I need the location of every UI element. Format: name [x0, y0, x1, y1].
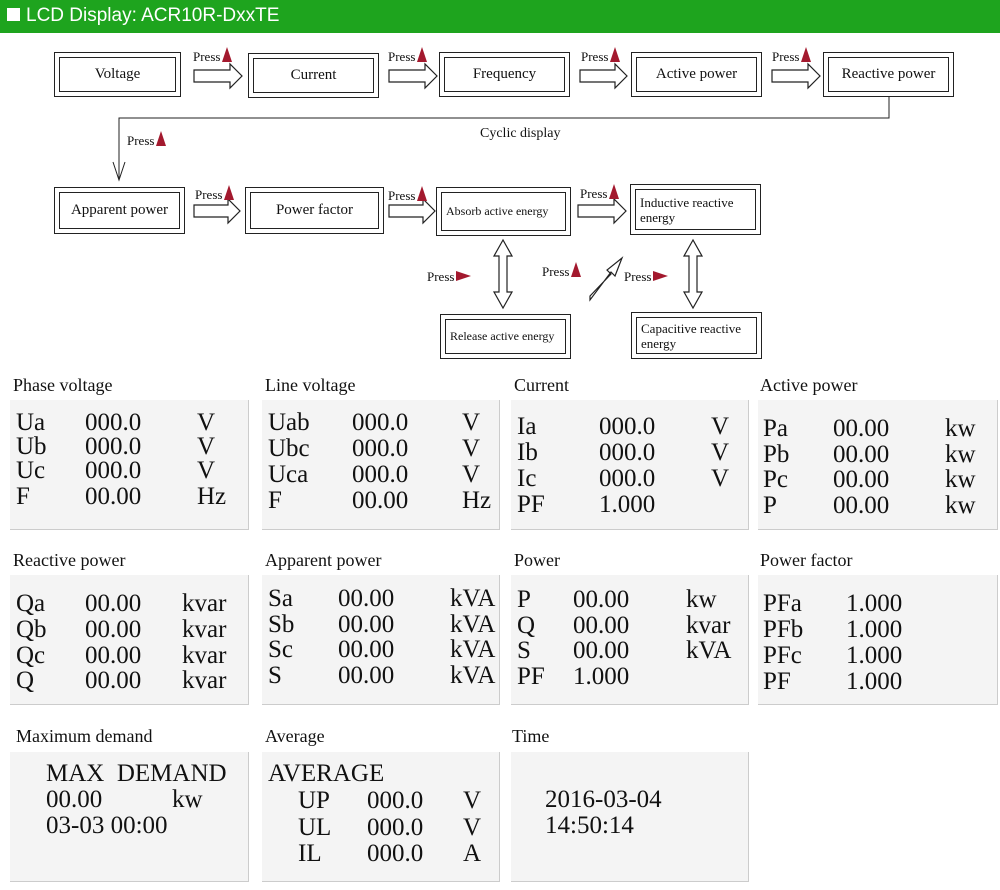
panel-title-line-voltage: Line voltage	[265, 375, 356, 395]
row-unit: V	[463, 814, 482, 841]
lcd-current	[511, 400, 749, 530]
arrow-voltage-current	[194, 64, 242, 88]
lcd-row	[262, 761, 499, 787]
row-label: Ic	[517, 465, 537, 492]
row-value: 00.00	[833, 492, 890, 519]
row-unit: kvar	[182, 642, 227, 669]
row-value: 00.00	[338, 662, 395, 689]
lcd-row	[511, 466, 748, 492]
lcd-row	[511, 638, 748, 664]
press-text: Press	[624, 269, 652, 284]
lcd-row	[10, 787, 248, 813]
panel-title-time: Time	[512, 726, 550, 746]
lcd-row	[262, 436, 499, 462]
row-unit: kw	[945, 492, 976, 519]
press-label	[388, 186, 427, 203]
max-demand-datetime: 03-03 00:00	[46, 812, 168, 839]
lcd-time	[511, 752, 749, 882]
row-unit: V	[463, 787, 482, 814]
press-label	[581, 47, 620, 64]
press-text: Press	[195, 187, 223, 202]
row-unit: kvar	[686, 612, 731, 639]
press-text: Press	[427, 269, 455, 284]
row-value: 00.00	[573, 637, 630, 664]
row-label: Sc	[268, 636, 293, 663]
row-label: Q	[517, 612, 536, 639]
panel-title-power-factor: Power factor	[760, 550, 853, 570]
lcd-row	[262, 410, 499, 436]
lcd-row	[262, 637, 499, 663]
row-value: 000.0	[367, 840, 424, 867]
row-label: Ubc	[268, 435, 310, 462]
panel-title-reactive-power: Reactive power	[13, 550, 126, 570]
flow-node-absorb-active-energy	[436, 187, 571, 236]
row-unit: kvar	[182, 667, 227, 694]
row-label: PF	[517, 491, 545, 518]
row-value: 00.00	[85, 616, 142, 643]
press-text: Press	[193, 49, 221, 64]
lcd-row	[511, 414, 748, 440]
panel-title-phase-voltage: Phase voltage	[13, 375, 113, 395]
row-value: 000.0	[352, 435, 409, 462]
press-up-icon	[417, 47, 427, 62]
lcd-power	[511, 575, 749, 705]
row-label: F	[16, 483, 30, 510]
lcd-row	[758, 493, 997, 519]
row-value: 1.000	[846, 616, 903, 643]
row-label: Ub	[16, 433, 47, 460]
row-label: Ia	[517, 413, 537, 440]
row-value: 000.0	[367, 787, 424, 814]
time-clock: 14:50:14	[545, 812, 634, 839]
row-value: 00.00	[338, 636, 395, 663]
row-label: Uc	[16, 457, 46, 484]
row-label: S	[268, 662, 282, 689]
lcd-row	[262, 586, 499, 612]
row-value: 1.000	[573, 663, 630, 690]
time-date: 2016-03-04	[545, 786, 662, 813]
row-value: 000.0	[85, 433, 142, 460]
panel-title-average: Average	[265, 726, 325, 746]
row-unit: V	[711, 413, 730, 440]
lcd-row	[758, 416, 997, 442]
panel-title-active-power: Active power	[760, 375, 858, 395]
flow-node-reactive-power-label: Reactive power	[828, 57, 949, 92]
press-up-icon	[609, 184, 619, 199]
flow-node-power-factor-label: Power factor	[250, 192, 379, 229]
row-value: 00.00	[833, 415, 890, 442]
press-up-icon	[156, 131, 166, 146]
lcd-row	[262, 612, 499, 638]
row-label: Uca	[268, 461, 309, 488]
lcd-row	[758, 617, 997, 643]
press-up-icon	[222, 47, 232, 62]
row-label: Ib	[517, 439, 538, 466]
flow-node-release-active-energy-label: Release active energy	[445, 319, 566, 354]
row-label: PF	[763, 668, 791, 695]
lcd-active-power	[758, 400, 998, 530]
press-label	[193, 47, 232, 64]
row-value: 00.00	[85, 590, 142, 617]
row-label: Sb	[268, 611, 295, 638]
flow-node-inductive-reactive-energy-label: Inductive reactive energy	[635, 189, 756, 230]
arrow-inductive-capacitive	[684, 240, 702, 308]
lcd-row	[10, 484, 248, 510]
row-unit: V	[462, 435, 481, 462]
press-up-icon	[224, 185, 234, 200]
lcd-row	[10, 668, 248, 694]
press-label	[772, 47, 811, 64]
row-value: 1.000	[599, 491, 656, 518]
row-unit: V	[462, 461, 481, 488]
arrow-frequency-active	[580, 64, 627, 88]
press-label	[388, 47, 427, 64]
flow-node-active-power-label: Active power	[636, 57, 757, 92]
lcd-row	[262, 815, 499, 841]
row-value: 00.00	[833, 441, 890, 468]
press-label	[542, 262, 581, 279]
row-unit: V	[197, 409, 216, 436]
lcd-row	[511, 440, 748, 466]
row-unit: kvar	[182, 590, 227, 617]
lcd-apparent-power	[262, 575, 500, 705]
flow-node-reactive-power	[823, 52, 954, 97]
row-unit: kw	[945, 415, 976, 442]
max-demand-heading: MAX DEMAND	[46, 760, 227, 787]
lcd-reactive-power	[10, 575, 249, 705]
header-title: LCD Display: ACR10R-DxxTE	[26, 5, 280, 26]
row-value: 000.0	[85, 409, 142, 436]
lcd-row	[511, 492, 748, 518]
lcd-row	[511, 787, 748, 813]
row-value: 000.0	[599, 413, 656, 440]
row-label: Pa	[763, 415, 788, 442]
lcd-row	[10, 813, 248, 839]
row-value: 00.00	[833, 466, 890, 493]
arrow-absorb-release	[494, 240, 512, 308]
panel-title-current: Current	[514, 375, 569, 395]
row-unit: V	[462, 409, 481, 436]
lcd-row	[758, 442, 997, 468]
arrow-current-frequency	[389, 64, 437, 88]
panel-title-apparent-power: Apparent power	[265, 550, 382, 570]
row-label: P	[763, 492, 777, 519]
lcd-row	[10, 591, 248, 617]
lcd-row	[758, 467, 997, 493]
row-value: 000.0	[599, 439, 656, 466]
row-unit: Hz	[197, 483, 227, 510]
press-up-icon	[417, 186, 427, 201]
press-label	[195, 185, 234, 202]
row-unit: A	[463, 840, 482, 867]
row-unit: kVA	[450, 662, 496, 689]
flow-node-release-active-energy	[440, 314, 571, 359]
row-label: Pb	[763, 441, 790, 468]
row-value: 000.0	[352, 409, 409, 436]
flow-node-apparent-power-label: Apparent power	[59, 192, 180, 229]
row-label: F	[268, 487, 282, 514]
panel-title-maximum-demand: Maximum demand	[16, 726, 153, 746]
row-value: 00.00	[338, 611, 395, 638]
flow-node-frequency	[439, 52, 570, 97]
flow-node-power-factor	[245, 187, 384, 234]
lcd-row	[262, 462, 499, 488]
row-unit: kvar	[182, 616, 227, 643]
row-label: Qc	[16, 642, 46, 669]
lcd-row	[10, 458, 248, 484]
row-label: PF	[517, 663, 545, 690]
row-unit: kw	[686, 586, 717, 613]
lcd-row	[758, 591, 997, 617]
max-demand-value: 00.00	[46, 786, 103, 813]
row-label: P	[517, 586, 531, 613]
flow-node-current-label: Current	[253, 58, 374, 93]
row-label: IL	[298, 840, 322, 867]
arrow-apparent-pf	[194, 199, 240, 223]
row-unit: kVA	[686, 637, 732, 664]
flow-node-active-power	[631, 52, 762, 97]
row-unit: V	[197, 433, 216, 460]
row-unit: V	[711, 439, 730, 466]
flow-node-inductive-reactive-energy	[630, 184, 761, 235]
row-value: 1.000	[846, 668, 903, 695]
row-value: 00.00	[85, 483, 142, 510]
press-text: Press	[542, 264, 570, 279]
row-label: UP	[298, 787, 330, 814]
press-text: Press	[772, 49, 800, 64]
arrow-release-inductive	[590, 258, 622, 300]
row-value: 00.00	[85, 642, 142, 669]
row-value: 00.00	[573, 586, 630, 613]
press-right-icon	[653, 271, 668, 281]
arrow-absorb-inductive	[578, 199, 626, 223]
row-unit: kVA	[450, 585, 496, 612]
lcd-line-voltage	[262, 400, 500, 530]
flow-node-frequency-label: Frequency	[444, 57, 565, 92]
flow-node-absorb-active-energy-label: Absorb active energy	[441, 192, 566, 231]
row-label: Sa	[268, 585, 293, 612]
press-label	[580, 184, 619, 201]
lcd-row	[511, 664, 748, 690]
row-unit: Hz	[462, 487, 492, 514]
press-up-icon	[571, 262, 581, 277]
arrow-active-reactive	[772, 64, 820, 88]
row-label: PFa	[763, 590, 802, 617]
row-unit: kw	[945, 466, 976, 493]
lcd-row	[511, 587, 748, 613]
flow-node-current	[248, 53, 379, 98]
lcd-row	[511, 813, 748, 839]
press-text: Press	[581, 49, 609, 64]
row-value: 00.00	[85, 667, 142, 694]
average-heading: AVERAGE	[268, 760, 385, 787]
max-demand-unit: kw	[172, 786, 203, 813]
lcd-row	[10, 643, 248, 669]
flow-node-voltage-label: Voltage	[59, 57, 176, 92]
lcd-row	[10, 761, 248, 787]
cyclic-display-label: Cyclic display	[480, 126, 561, 141]
row-value: 1.000	[846, 590, 903, 617]
lcd-average	[262, 752, 500, 882]
row-value: 00.00	[338, 585, 395, 612]
press-label	[127, 131, 166, 148]
flow-node-apparent-power	[54, 187, 185, 234]
flow-node-voltage	[54, 52, 181, 97]
row-label: Q	[16, 667, 35, 694]
lcd-row	[262, 841, 499, 867]
lcd-power-factor	[758, 575, 998, 705]
panel-title-power: Power	[514, 550, 560, 570]
lcd-row	[262, 663, 499, 689]
row-value: 000.0	[599, 465, 656, 492]
row-label: UL	[298, 814, 332, 841]
lcd-phase-voltage	[10, 400, 249, 530]
press-text: Press	[388, 188, 416, 203]
row-label: PFb	[763, 616, 804, 643]
row-unit: kVA	[450, 636, 496, 663]
press-right-icon	[456, 271, 471, 281]
row-value: 00.00	[573, 612, 630, 639]
row-label: Qb	[16, 616, 47, 643]
row-unit: kVA	[450, 611, 496, 638]
row-value: 00.00	[352, 487, 409, 514]
row-label: Pc	[763, 466, 788, 493]
row-label: Ua	[16, 409, 46, 436]
press-label	[427, 270, 471, 284]
row-value: 1.000	[846, 642, 903, 669]
row-unit: kw	[945, 441, 976, 468]
flow-node-capacitive-reactive-energy-label: Capacitive reactive energy	[636, 317, 757, 354]
row-label: S	[517, 637, 531, 664]
lcd-row	[262, 788, 499, 814]
press-label	[624, 270, 668, 284]
press-up-icon	[610, 47, 620, 62]
press-text: Press	[388, 49, 416, 64]
lcd-row	[511, 613, 748, 639]
row-value: 000.0	[85, 457, 142, 484]
press-text: Press	[127, 133, 155, 148]
row-label: Qa	[16, 590, 46, 617]
row-unit: V	[197, 457, 216, 484]
row-value: 000.0	[352, 461, 409, 488]
row-value: 000.0	[367, 814, 424, 841]
row-label: PFc	[763, 642, 802, 669]
row-label: Uab	[268, 409, 310, 436]
row-unit: V	[711, 465, 730, 492]
lcd-row	[758, 643, 997, 669]
lcd-row	[10, 617, 248, 643]
lcd-row	[758, 669, 997, 695]
lcd-maximum-demand	[10, 752, 249, 882]
press-up-icon	[801, 47, 811, 62]
press-text: Press	[580, 186, 608, 201]
lcd-row	[262, 488, 499, 514]
flow-node-capacitive-reactive-energy	[631, 312, 762, 359]
